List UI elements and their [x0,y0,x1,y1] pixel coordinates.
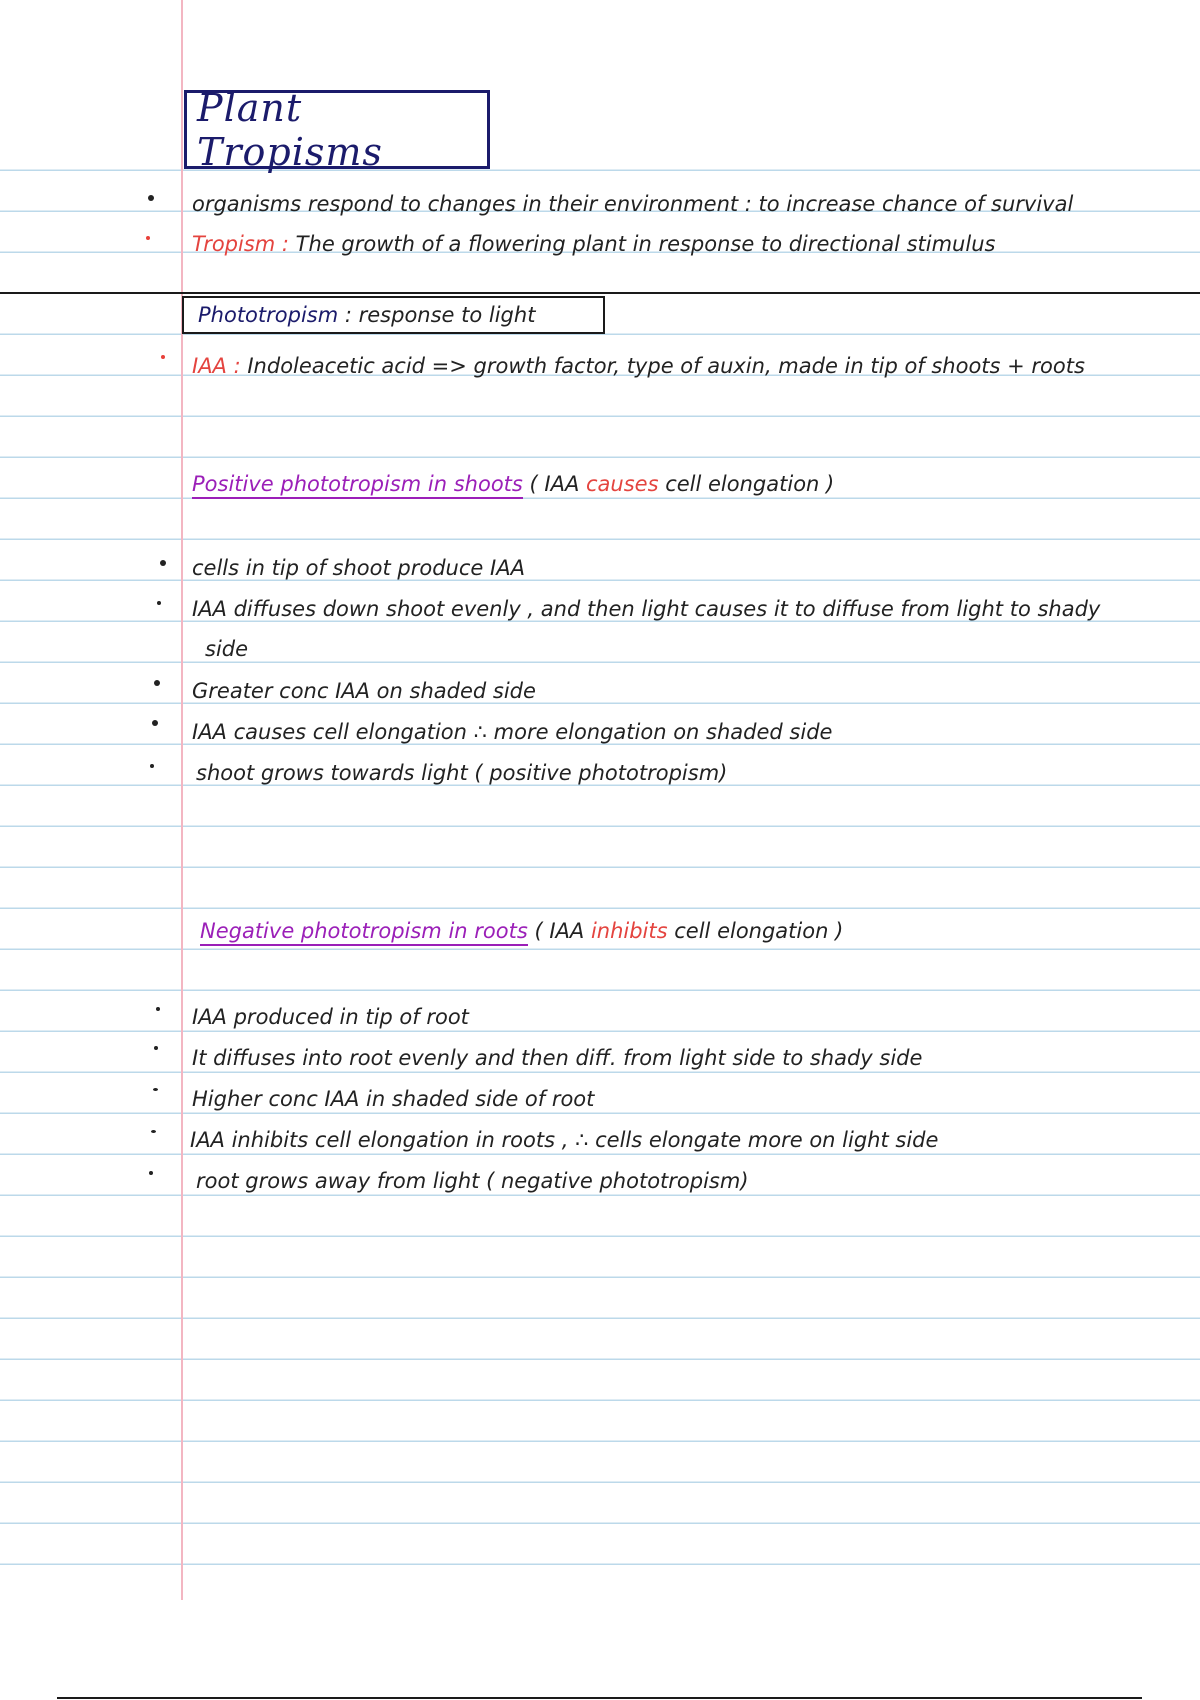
iaa-definition [192,354,1085,378]
negative-item: Higher conc IAA in shaded side of root [192,1087,595,1111]
negative-item: IAA inhibits cell elongation in roots , ∴ cells elongate more on light side [190,1128,939,1152]
tropism-def: The growth of a flowering plant in response to directional stimulus [289,232,996,256]
bullet-dot [150,764,154,768]
title-box [184,85,490,174]
bottom-margin [0,1595,1200,1700]
bottom-rule [57,1697,1142,1699]
positive-item: shoot grows towards light ( positive phototropism) [196,761,728,785]
negative-item: IAA produced in tip of root [192,1005,469,1029]
negative-item: It diffuses into root evenly and then diff. from light side to shady side [192,1046,923,1070]
negative-heading: Negative phototropism in roots [200,919,528,946]
positive-note-open: ( IAA [522,472,586,496]
phototropism-term: Phototropism [198,303,339,327]
bullet-dot-red [161,355,165,359]
bullet-dot [148,195,154,201]
negative-heading-line [200,919,843,943]
positive-heading-line [192,472,834,496]
iaa-term: IAA : [192,354,241,378]
tropism-definition [192,232,995,256]
negative-note-close: cell elongation ) [667,919,844,943]
phototropism-box [182,296,605,334]
bullet-dot [154,680,160,686]
positive-item-continued: side [205,637,249,661]
bullet-dot [157,601,161,605]
positive-item: Greater conc IAA on shaded side [192,679,536,703]
section-divider [0,292,1200,294]
negative-note-open: ( IAA [527,919,591,943]
bullet-dot [151,1130,156,1133]
intro-text: organisms respond to changes in their environment : to increase chance of survival [192,192,1074,216]
bullet-dot-red [146,236,150,240]
page-title: Plant Tropisms [197,85,383,174]
bullet-dot [154,1046,158,1050]
bullet-dot [160,560,166,566]
bullet-dot [153,1088,158,1091]
top-margin [0,0,1200,160]
positive-item: IAA diffuses down shoot evenly , and then light causes it to diffuse from light to shady [192,597,1101,621]
bullet-dot [149,1171,153,1175]
positive-note-close: cell elongation ) [658,472,835,496]
tropism-term: Tropism : [192,232,289,256]
phototropism-line [198,303,535,327]
positive-item: cells in tip of shoot produce IAA [192,556,525,580]
negative-item: root grows away from light ( negative phototropism) [196,1169,749,1193]
iaa-def: Indoleacetic acid => growth factor, type of auxin, made in tip of shoots + roots [240,354,1085,378]
intro-line [192,192,1073,216]
phototropism-def: : response to light [338,303,536,327]
positive-heading: Positive phototropism in shoots [192,472,523,499]
positive-item: IAA causes cell elongation ∴ more elongation on shaded side [192,720,833,744]
negative-note-red: inhibits [590,919,668,943]
margin-line [181,0,183,1600]
bullet-dot [156,1007,160,1011]
bullet-dot [152,720,158,726]
positive-note-red: causes [586,472,659,496]
